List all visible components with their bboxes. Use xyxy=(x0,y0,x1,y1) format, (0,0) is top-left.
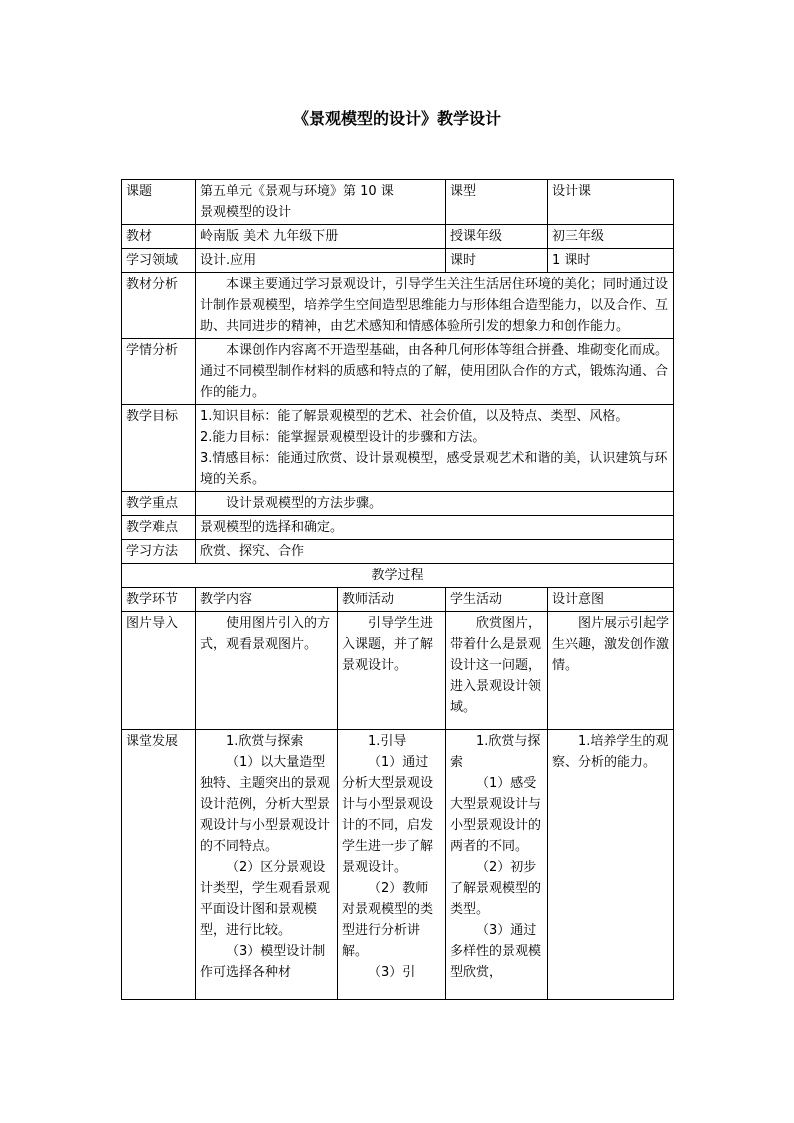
header-teacher: 教师活动 xyxy=(338,588,446,612)
development-student-text: （1）感受大型景观设计与小型景观设计的两者的不同。 xyxy=(450,776,542,854)
row-process-heading xyxy=(122,564,674,588)
development-content-text: （2）区分景观设计类型，学生观看景观平面设计图和景观模型，进行比较。 xyxy=(200,860,331,938)
grade-label: 授课年级 xyxy=(446,225,548,249)
goal-item: 3.情感目标：能通过欣赏、设计景观模型，感受景观艺术和谐的美，认识建筑与环境的关系。 xyxy=(200,451,668,487)
type-value: 设计课 xyxy=(548,180,674,225)
intro-content xyxy=(196,612,338,730)
row-material-analysis xyxy=(122,273,674,339)
development-content-text: （3）模型设计制作可选择各种材 xyxy=(200,944,326,980)
development-teacher-text: （3）引 xyxy=(368,965,416,980)
key-point-text xyxy=(196,492,674,516)
intro-intent-text: 图片展示引起学生兴趣，激发创作激情。 xyxy=(552,616,670,673)
method-label: 学习方法 xyxy=(122,540,196,564)
development-intent-text: 1.培养学生的观察、分析的能力。 xyxy=(552,734,669,770)
material-analysis-label: 教材分析 xyxy=(122,273,196,339)
development-teacher xyxy=(338,730,446,1000)
student-analysis-text xyxy=(196,339,674,405)
intro-teacher xyxy=(338,612,446,730)
development-intent xyxy=(548,730,674,1000)
intro-student-text: 欣赏图片，带着什么是景观设计这一问题，进入景观设计领域。 xyxy=(450,616,542,715)
hours-value: 1 课时 xyxy=(548,249,674,273)
row-goals xyxy=(122,405,674,492)
development-student-text: （2）初步了解景观模型的类型。 xyxy=(450,860,542,917)
row-key-point xyxy=(122,492,674,516)
field-value: 设计.应用 xyxy=(196,249,446,273)
header-student: 学生活动 xyxy=(446,588,548,612)
lesson-plan-table xyxy=(121,179,674,1000)
development-content-text: （1）以大量造型独特、主题突出的景观设计范例，分析大型景观设计与小型景观设计的不同特点。 xyxy=(200,755,331,854)
process-heading: 教学过程 xyxy=(122,564,674,588)
field-label: 学习领域 xyxy=(122,249,196,273)
goals-list xyxy=(196,405,674,492)
key-point-label: 教学重点 xyxy=(122,492,196,516)
textbook-label: 教材 xyxy=(122,225,196,249)
hours-label: 课时 xyxy=(446,249,548,273)
row-textbook xyxy=(122,225,674,249)
goal-item: 2.能力目标：能掌握景观模型设计的步骤和方法。 xyxy=(200,430,486,445)
development-teacher-text: 1.引导 xyxy=(368,734,407,749)
difficulty-text: 景观模型的选择和确定。 xyxy=(196,516,674,540)
difficulty-label: 教学难点 xyxy=(122,516,196,540)
material-analysis-text xyxy=(196,273,674,339)
row-difficulty xyxy=(122,516,674,540)
header-stage: 教学环节 xyxy=(122,588,196,612)
material-analysis-paragraph: 本课主要通过学习景观设计，引导学生关注生活居住环境的美化；同时通过设计制作景观模型，培养学生空间造型思维能力与形体组合造型能力，以及合作、互助、共同进步的精神，由艺术感知和情感体验所引发的想象力和创作能力。 xyxy=(200,277,669,334)
row-development xyxy=(122,730,674,1000)
intro-content-text: 使用图片引入的方式，观看景观图片。 xyxy=(200,616,331,652)
development-teacher-text: （1）通过分析大型景观设计与小型景观设计的不同，启发学生进一步了解景观设计。 xyxy=(342,755,434,875)
document-title: 《景观模型的设计》教学设计 xyxy=(292,109,501,128)
grade-value: 初三年级 xyxy=(548,225,674,249)
lesson-value xyxy=(196,180,446,225)
student-analysis-paragraph: 本课创作内容离不开造型基础，由各种几何形体等组合拼叠、堆砌变化而成。通过不同模型制作材料的质感和特点的了解，使用团队合作的方式，锻炼沟通、合作的能力。 xyxy=(200,343,669,400)
lesson-value-line2: 景观模型的设计 xyxy=(200,205,292,220)
development-stage: 课堂发展 xyxy=(122,730,196,1000)
type-label: 课型 xyxy=(446,180,548,225)
row-intro xyxy=(122,612,674,730)
textbook-value: 岭南版 美术 九年级下册 xyxy=(196,225,446,249)
row-method xyxy=(122,540,674,564)
development-student xyxy=(446,730,548,1000)
row-lesson xyxy=(122,180,674,225)
header-intent: 设计意图 xyxy=(548,588,674,612)
student-analysis-label: 学情分析 xyxy=(122,339,196,405)
key-point-paragraph: 设计景观模型的方法步骤。 xyxy=(226,496,383,511)
intro-intent xyxy=(548,612,674,730)
development-content-text: 1.欣赏与探索 xyxy=(226,734,304,749)
method-text: 欣赏、探究、合作 xyxy=(196,540,674,564)
intro-stage: 图片导入 xyxy=(122,612,196,730)
intro-student xyxy=(446,612,548,730)
row-field xyxy=(122,249,674,273)
lesson-label: 课题 xyxy=(122,180,196,225)
development-teacher-text: （2）教师对景观模型的类型进行分析讲解。 xyxy=(342,881,434,959)
goals-label: 教学目标 xyxy=(122,405,196,492)
development-content xyxy=(196,730,338,1000)
development-student-text: （3）通过多样性的景观模型欣赏， xyxy=(450,923,542,980)
intro-teacher-text: 引导学生进入课题，并了解景观设计。 xyxy=(342,616,434,673)
lesson-value-line1: 第五单元《景观与环境》第 10 课 xyxy=(200,184,394,199)
development-student-text: 1.欣赏与探索 xyxy=(450,734,541,770)
row-student-analysis xyxy=(122,339,674,405)
goal-item: 1.知识目标：能了解景观模型的艺术、社会价值，以及特点、类型、风格。 xyxy=(200,409,629,424)
row-process-headers xyxy=(122,588,674,612)
header-content: 教学内容 xyxy=(196,588,338,612)
